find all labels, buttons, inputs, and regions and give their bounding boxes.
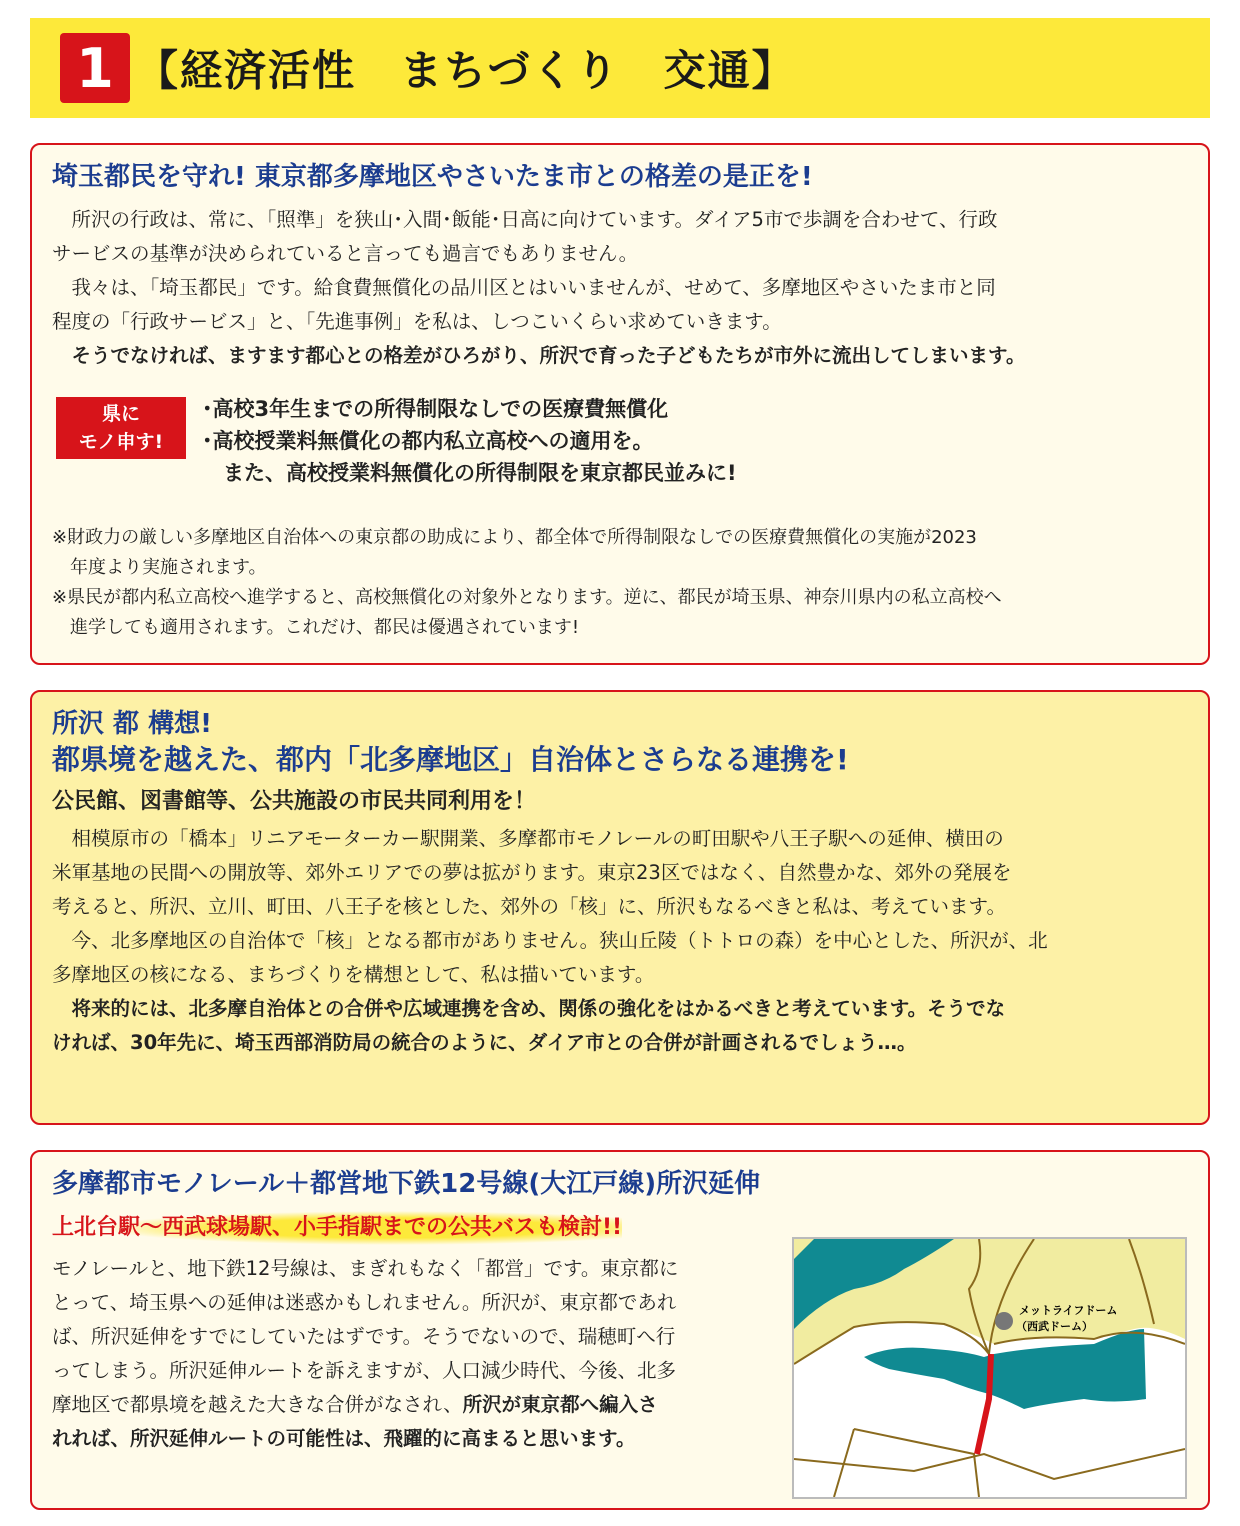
map-graphic (794, 1239, 1185, 1497)
badge-line: モノ申す! (78, 431, 164, 453)
footnote-line: ※財政力の厳しい多摩地区自治体への東京都の助成により、都全体で所得制限なしでの医療費無償化の実施が2023 (52, 527, 977, 548)
emphasis-line: ければ、30年先に、埼玉西部消防局の統合のように、ダイア市との合併が計画されるでしょう…。 (52, 1031, 917, 1054)
emphasis-text: 所沢が東京都へ編入さ (462, 1393, 658, 1416)
list-item: ･高校3年生までの所得制限なしでの医療費無償化 (202, 397, 669, 421)
body-line: モノレールと、地下鉄12号線は、まぎれもなく「都営」です。東京都に (52, 1257, 679, 1280)
dome-marker-icon (995, 1312, 1013, 1330)
section-banner (30, 18, 1210, 118)
footnote-line: 年度より実施されます。 (52, 557, 267, 578)
section-monorail-extension (30, 1150, 1210, 1510)
body-line: 程度の「行政サービス」と、「先進事例」を私は、しつこいくらい求めていきます。 (52, 310, 782, 333)
footnotes (52, 523, 1002, 643)
route-map (792, 1237, 1187, 1499)
emphasis-line: れれば、所沢延伸ルートの可能性は、飛躍的に高まると思います。 (52, 1427, 636, 1450)
section-title: 多摩都市モノレール＋都営地下鉄12号線(大江戸線)所沢延伸 (52, 1169, 761, 1199)
section-title: 埼玉都民を守れ! 東京都多摩地区やさいたま市との格差の是正を! (52, 162, 813, 192)
footnote-line: 進学しても適用されます。これだけ、都民は優遇されています! (52, 617, 580, 638)
section-number: 1 (60, 33, 130, 103)
body-line: 米軍基地の民間への開放等、郊外エリアでの夢は拡がります。東京23区ではなく、自然豊かな、郊外の発展を (52, 861, 1012, 884)
badge-line: 県に (101, 403, 140, 425)
body-line: 考えると、所沢、立川、町田、八王子を核とした、郊外の「核」に、所沢もなるべきと私は、考えています。 (52, 895, 1006, 918)
banner-title: 【経済活性 まちづくり 交通】 (136, 46, 796, 95)
body-line: 今、北多摩地区の自治体で「核」となる都市がありません。狭山丘陵（トトロの森）を中心とした、所沢が、北 (52, 929, 1048, 952)
section-subtitle: 公民館、図書館等、公共施設の市民共同利用を！ (52, 789, 537, 814)
section-saitama-tomin (30, 143, 1210, 665)
map-label: メットライフドーム (1019, 1304, 1118, 1317)
section-title: 所沢 都 構想! (52, 709, 212, 739)
body-line (52, 1388, 772, 1422)
emphasis-line: そうでなければ、ますます都心との格差がひろがり、所沢で育った子どもたちが市外に流出してしまいます。 (52, 344, 1026, 367)
body-line: サービスの基準が決められていると言っても過言でもありません。 (52, 242, 639, 265)
body-line: とって、埼玉県への延伸は迷惑かもしれません。所沢が、東京都であれ (52, 1291, 677, 1314)
section-title: 都県境を越えた、都内「北多摩地区」自治体とさらなる連携を! (52, 743, 849, 776)
emphasis-line: 将来的には、北多摩自治体との合併や広域連携を含め、関係の強化をはかるべきと考えています。そうでな (52, 997, 1006, 1020)
footnote-line: ※県民が都内私立高校へ進学すると、高校無償化の対象外となります。逆に、都民が埼玉県、神奈川県内の私立高校へ (52, 587, 1002, 608)
list-item: ･高校授業料無償化の都内私立高校への適用を。 (202, 429, 654, 453)
section-tokorozawa-to (30, 690, 1210, 1125)
body-line: 多摩地区の核になる、まちづくりを構想として、私は描いています。 (52, 963, 655, 986)
demand-list (202, 393, 737, 489)
bus-highlight: 上北台駅～西武球場駅、小手指駅までの公共バスも検討!! (52, 1208, 622, 1248)
body-line: ってしまう。所沢延伸ルートを訴えますが、人口減少時代、今後、北多 (52, 1359, 677, 1382)
list-item: また、高校授業料無償化の所得制限を東京都民並みに! (202, 461, 737, 485)
body-line: 我々は、「埼玉都民」です。給食費無償化の品川区とはいいませんが、せめて、多摩地区やさいたま市と同 (52, 276, 996, 299)
body-line: 相模原市の「橋本」リニアモーターカー駅開業、多摩都市モノレールの町田駅や八王子駅への延伸、横田の (52, 827, 1004, 850)
body-line: ば、所沢延伸をすでにしていたはずです。そうでないので、瑞穂町へ行 (52, 1325, 676, 1348)
body-line: 所沢の行政は、常に、「照準」を狭山･入間･飯能･日高に向けています。ダイア5市で歩調を合わせて、行政 (52, 208, 998, 231)
text: 摩地区で都県境を越えた大きな合併がなされ、 (52, 1393, 463, 1416)
map-label: （西武ドーム） (1016, 1320, 1093, 1333)
prefecture-demand-badge (56, 397, 186, 459)
